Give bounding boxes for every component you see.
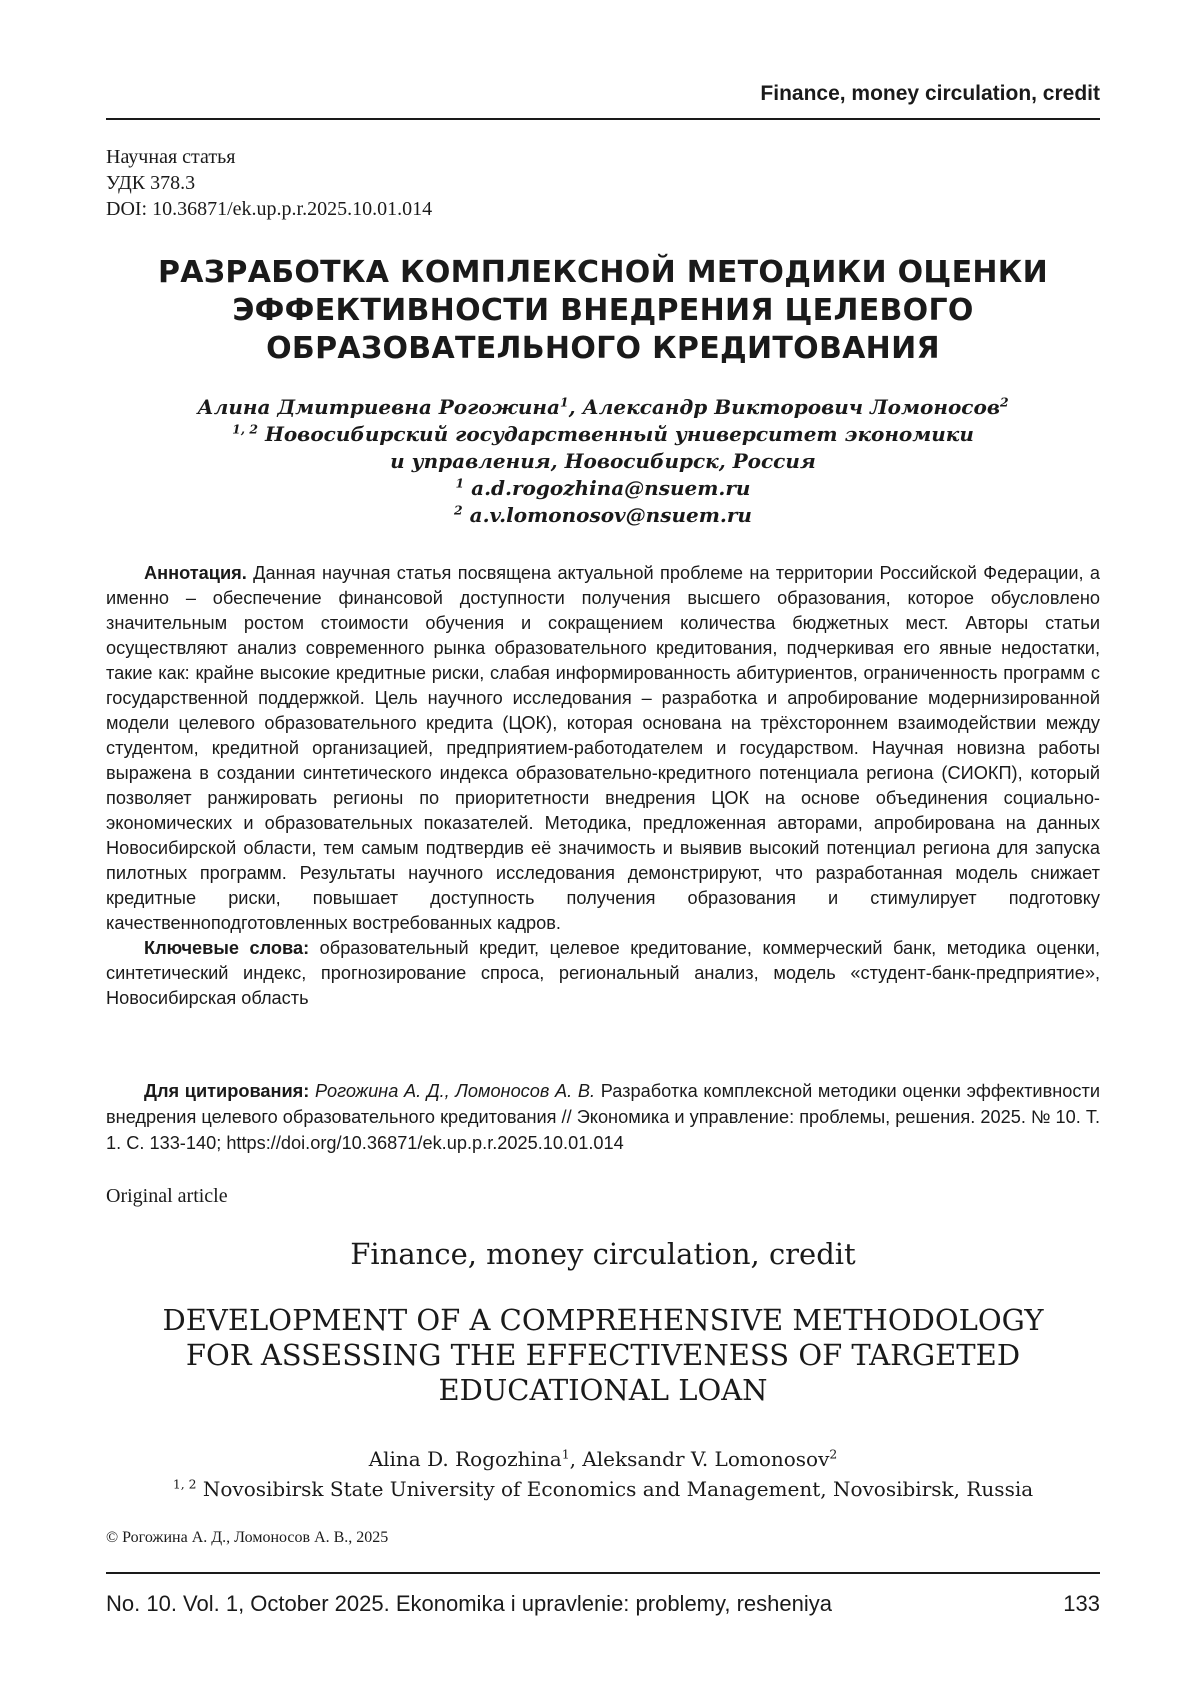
citation-paragraph <box>106 1078 1100 1156</box>
en-authors-block <box>106 1444 1100 1504</box>
ru-author-1-sup: 1 <box>560 394 569 409</box>
article-page <box>106 0 1100 1698</box>
running-head: Finance, money circulation, credit <box>760 82 1100 106</box>
en-author-2: Aleksandr V. Lomonosov <box>582 1447 829 1471</box>
en-author-1-sup: 1 <box>562 1446 570 1461</box>
en-article-type: Original article <box>106 1185 228 1208</box>
ru-title-line: РАЗРАБОТКА КОМПЛЕКСНОЙ МЕТОДИКИ ОЦЕНКИ <box>106 254 1100 292</box>
ru-author-2-sup: 2 <box>1000 394 1009 409</box>
ru-affiliation-line-2: и управления, Новосибирск, Россия <box>106 448 1100 475</box>
keywords-label: Ключевые слова: <box>144 938 309 958</box>
doi: DOI: 10.36871/ek.up.p.r.2025.10.01.014 <box>106 196 432 222</box>
en-title <box>106 1303 1100 1408</box>
en-authors-line <box>106 1444 1100 1474</box>
en-affiliation-line <box>106 1474 1100 1504</box>
ru-author-2: Александр Викторович Ломоносов <box>583 395 1000 419</box>
header-rule <box>106 118 1100 120</box>
en-title-line: EDUCATIONAL LOAN <box>106 1373 1100 1408</box>
ru-affiliation-sup: 1, 2 <box>232 421 258 436</box>
abstract-label: Аннотация. <box>144 563 247 583</box>
keywords-text: образовательный кредит, целевое кредитование, коммерческий банк, методика оценки, синтетический индекс, прогнозирование спроса, региональный анализ, модель «студент-банк-предприятие», Новосибирская область <box>106 938 1100 1008</box>
ru-email-line-2 <box>106 502 1100 529</box>
copyright-notice: © Рогожина А. Д., Ломоносов А. В., 2025 <box>106 1529 388 1547</box>
abstract-paragraph <box>106 561 1100 936</box>
abstract-block <box>106 561 1100 1011</box>
keywords-paragraph <box>106 936 1100 1011</box>
udc-code: УДК 378.3 <box>106 170 432 196</box>
ru-email-1[interactable]: a.d.rogozhina@nsuem.ru <box>464 476 750 500</box>
en-affiliation: Novosibirsk State University of Economics and Management, Novosibirsk, Russia <box>197 1477 1034 1501</box>
ru-authors-block <box>106 394 1100 529</box>
en-affiliation-sup: 1, 2 <box>173 1476 197 1491</box>
page-number: 133 <box>1063 1591 1100 1617</box>
en-section-title: Finance, money circulation, credit <box>106 1237 1100 1271</box>
en-title-line: FOR ASSESSING THE EFFECTIVENESS OF TARGETED <box>106 1338 1100 1373</box>
ru-author-1: Алина Дмитриевна Рогожина <box>197 395 560 419</box>
ru-affiliation-1: Новосибирский государственный университет экономики <box>258 422 974 446</box>
en-author-separator: , <box>570 1447 583 1471</box>
ru-email-2[interactable]: a.v.lomonosov@nsuem.ru <box>463 503 752 527</box>
ru-email-1-sup: 1 <box>456 475 465 490</box>
article-meta <box>106 144 432 222</box>
citation-block <box>106 1078 1100 1156</box>
ru-author-separator: , <box>569 395 583 419</box>
ru-title <box>106 254 1100 368</box>
abstract-text: Данная научная статья посвящена актуальной проблеме на территории Российской Федерации, а именно – обеспечение финансовой доступности получения высшего образования, которое обусловлено значительным ростом стоимости обучения и сокращением количества бюджетных мест. Авторы статьи осуществляют анализ современного рынка образовательного кредитования, подчеркивая его явные недостатки, такие как: крайне высокие кредитные риски, слабая информированность абитуриентов, ограниченность программ с государственной поддержкой. Цель научного исследования – разработка и апробирование модернизированной модели целевого образовательного кредита (ЦОК), которая основана на трёхстороннем взаимодействии между студентом, кредитной организацией, предприятием-работодателем и государством. Научная новизна работы выражена в создании синтетического индекса образовательно-кредитного потенциала региона (СИОКП), который позволяет ранжировать регионы по приоритетности внедрения ЦОК на основе объединения социально-экономических и образовательных показателей. Методика, предложенная авторами, апробирована на данных Новосибирской области, тем самым подтвердив её значимость и выявив высокий потенциал региона для запуска пилотных программ. Результаты научного исследования демонстрируют, что разработанная модель снижает кредитные риски, повышает доступность получения образования и стимулирует подготовку качественноподготовленных востребованных кадров. <box>106 563 1100 933</box>
ru-authors-line <box>106 394 1100 421</box>
ru-email-2-sup: 2 <box>454 502 463 517</box>
ru-title-line: ОБРАЗОВАТЕЛЬНОГО КРЕДИТОВАНИЯ <box>106 330 1100 368</box>
en-author-2-sup: 2 <box>829 1446 837 1461</box>
en-title-line: DEVELOPMENT OF A COMPREHENSIVE METHODOLOGY <box>106 1303 1100 1338</box>
ru-affiliation-line-1 <box>106 421 1100 448</box>
citation-text: Разработка комплексной методики оценки эффективности внедрения целевого образовательного кредитования // Экономика и управление: проблемы, решения. 2025. № 10. Т. 1. С. 133-140; https://doi.org/10.36871/ek.up.p.r.2025.10.01.014 <box>106 1081 1100 1153</box>
citation-authors: Рогожина А. Д., Ломоносов А. В. <box>315 1081 595 1101</box>
footer-rule <box>106 1572 1100 1574</box>
footer-journal: No. 10. Vol. 1, October 2025. Ekonomika i upravlenie: problemy, resheniya <box>106 1591 832 1617</box>
ru-email-line-1 <box>106 475 1100 502</box>
article-type: Научная статья <box>106 144 432 170</box>
ru-title-line: ЭФФЕКТИВНОСТИ ВНЕДРЕНИЯ ЦЕЛЕВОГО <box>106 292 1100 330</box>
citation-label: Для цитирования: <box>144 1081 309 1101</box>
en-author-1: Alina D. Rogozhina <box>369 1447 562 1471</box>
